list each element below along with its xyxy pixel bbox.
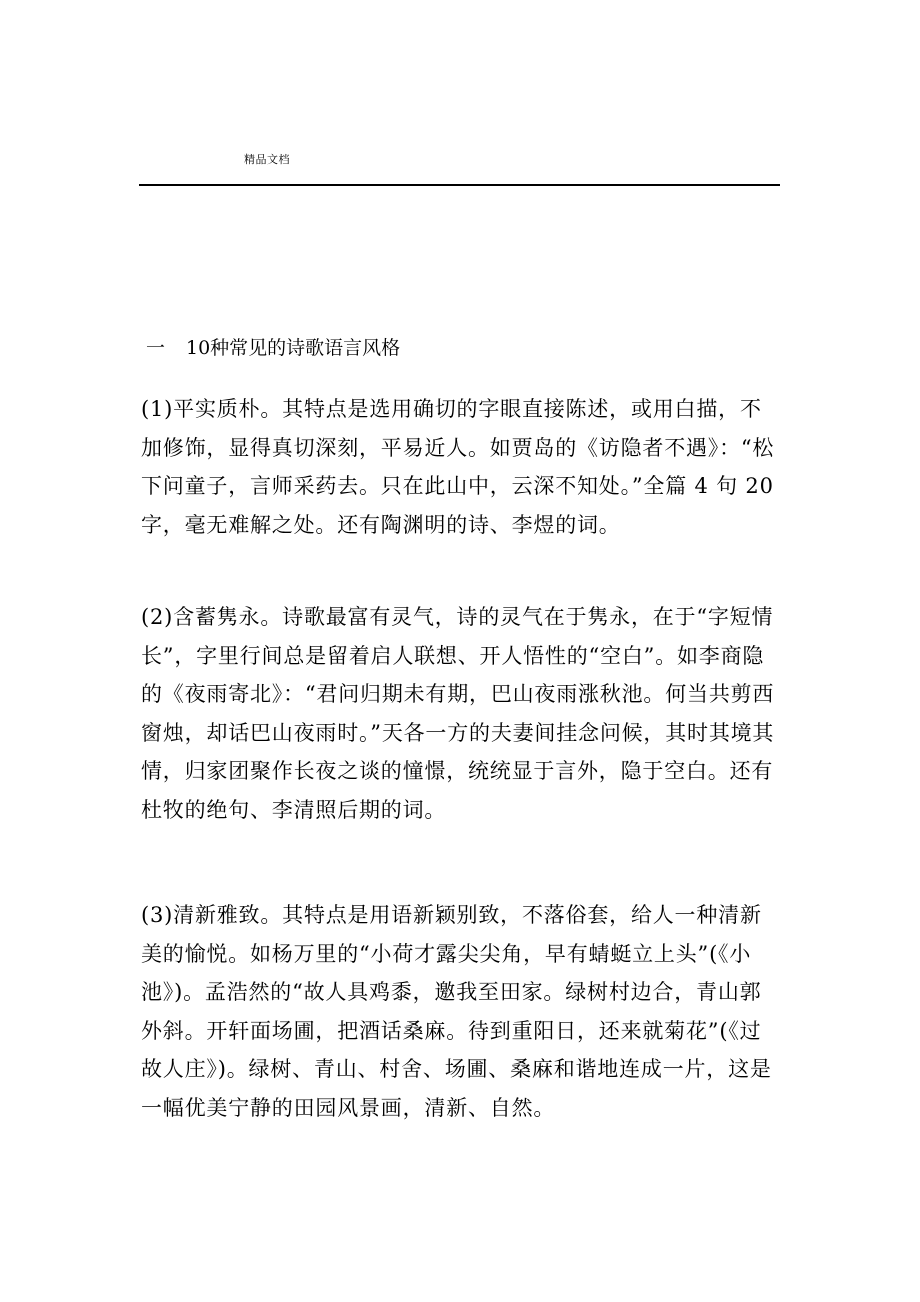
section-heading — [146, 333, 786, 363]
paragraph-plain-simple: (1)平实质朴。其特点是选用确切的字眼直接陈述，或用白描，不加修饰，显得真切深刻，平易近人。如贾岛的《访隐者不遇》：“松下问童子，言师采药去。只在此山中，云深不知处。”全篇 4 句 20 字，毫无难解之处。还有陶渊明的诗、李煜的词。 — [141, 397, 775, 537]
document-header-label: 精品文档 — [244, 153, 290, 166]
paragraph-fresh-elegant: (3)清新雅致。其特点是用语新颖别致，不落俗套，给人一种清新美的愉悦。如杨万里的“小荷才露尖尖角，早有蜻蜓立上头”(《小池》)。孟浩然的“故人具鸡黍，邀我至田家。绿树村边合，青山郭外斜。开轩面场圃，把酒话桑麻。待到重阳日，还来就菊花”(《过故人庄》)。绿树、青山、村舍、场圃、桑麻和谐地连成一片，这是一幅优美宁静的田园风景画，清新、自然。 — [141, 903, 772, 1120]
paragraph-implicit-lasting: (2)含蓄隽永。诗歌最富有灵气，诗的灵气在于隽永，在于“字短情长”，字里行间总是留着启人联想、开人悟性的“空白”。如李商隐的《夜雨寄北》：“君问归期未有期，巴山夜雨涨秋池。何当共剪西窗烛，却话巴山夜雨时。”天各一方的夫妻间挂念问候，其时其境其情，归家团聚作长夜之谈的憧憬，统统显于言外，隐于空白。还有杜牧的绝句、李清照后期的词。 — [141, 605, 775, 822]
section-number: 一 — [146, 337, 166, 359]
header-divider — [139, 184, 780, 186]
section-title: 10种常见的诗歌语言风格 — [186, 337, 401, 359]
